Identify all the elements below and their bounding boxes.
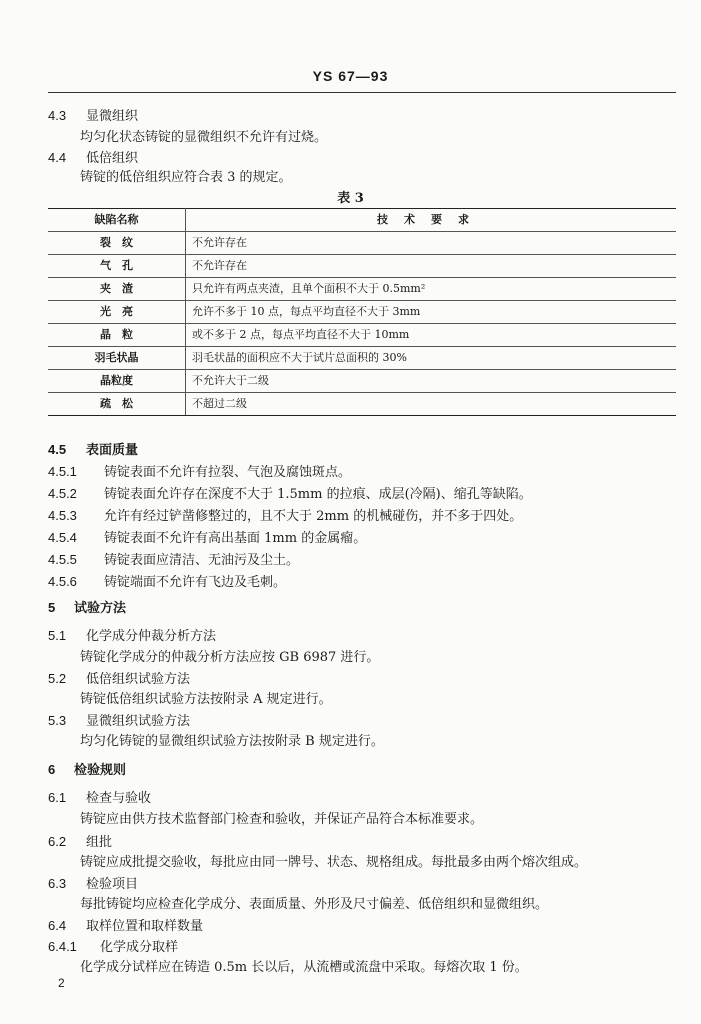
defect-cell: 光 亮 (48, 301, 186, 324)
section-number: 5.2 (48, 671, 67, 686)
heading-6-1 (48, 790, 151, 807)
table-row (48, 255, 676, 278)
table-3 (48, 208, 676, 416)
table-row (48, 278, 676, 301)
section-title: 显微组织 (86, 109, 139, 124)
req-cell: 不允许存在 (186, 232, 677, 255)
item-4-5-6 (48, 574, 286, 591)
section-number: 6.2 (48, 834, 67, 849)
para-6-4-1: 化学成分试样应在铸造 0.5m 长以后，从流槽或流盘中采取。每熔次取 1 份。 (80, 960, 528, 975)
col-defect-header: 缺陷名称 (48, 209, 186, 232)
heading-5-2 (48, 671, 190, 688)
item-number: 4.5.4 (48, 530, 77, 545)
heading-4-3 (48, 108, 138, 125)
req-cell: 不允许大于二级 (186, 370, 677, 393)
heading-6 (48, 762, 126, 779)
req-cell: 不超过二级 (186, 393, 677, 416)
header-rule (48, 92, 676, 93)
section-number: 4.3 (48, 108, 67, 123)
section-number: 6 (48, 762, 56, 777)
defect-cell: 疏 松 (48, 393, 186, 416)
section-title: 化学成分仲裁分析方法 (86, 629, 217, 644)
item-text: 铸锭表面不允许有高出基面 1mm 的金属瘤。 (104, 531, 367, 546)
defect-cell: 夹 渣 (48, 278, 186, 301)
item-4-5-4 (48, 530, 366, 547)
item-text: 铸锭端面不允许有飞边及毛刺。 (104, 575, 287, 590)
req-cell: 允许不多于 10 点，每点平均直径不大于 3mm (186, 301, 677, 324)
item-text: 铸锭表面允许存在深度不大于 1.5mm 的拉痕、成层(冷隔)、缩孔等缺陷。 (104, 487, 532, 502)
item-number: 4.5.6 (48, 574, 77, 589)
table-row (48, 393, 676, 416)
para-5-1: 铸锭化学成分的仲裁分析方法应按 GB 6987 进行。 (80, 650, 380, 665)
section-title: 取样位置和取样数量 (86, 919, 204, 934)
item-text: 允许有经过铲凿修整过的，且不大于 2mm 的机械碰伤，并不多于四处。 (104, 509, 523, 524)
table-caption: 表 3 (337, 191, 364, 206)
defect-cell: 晶粒度 (48, 370, 186, 393)
table-header-row (48, 209, 676, 232)
section-number: 5.1 (48, 628, 67, 643)
defect-cell: 裂 纹 (48, 232, 186, 255)
section-title: 检验规则 (74, 763, 127, 778)
heading-5-1 (48, 628, 216, 645)
para-4-3: 均匀化状态铸锭的显微组织不允许有过烧。 (80, 130, 328, 145)
heading-5-3 (48, 713, 190, 730)
header-standard-code: YS 67—93 (312, 68, 389, 84)
section-title: 检验项目 (86, 877, 139, 892)
section-title: 化学成分取样 (100, 940, 179, 955)
req-cell: 只允许有两点夹渣，且单个面积不大于 0.5mm² (186, 278, 677, 301)
defect-cell: 气 孔 (48, 255, 186, 278)
item-number: 4.5.5 (48, 552, 77, 567)
item-number: 4.5.2 (48, 486, 77, 501)
heading-4-4 (48, 150, 138, 167)
para-4-4: 铸锭的低倍组织应符合表 3 的规定。 (80, 170, 292, 185)
defect-cell: 晶 粒 (48, 324, 186, 347)
item-number: 4.5.3 (48, 508, 77, 523)
heading-6-4 (48, 918, 203, 935)
heading-6-2 (48, 834, 112, 851)
req-cell: 不允许存在 (186, 255, 677, 278)
page-number: 2 (58, 976, 65, 990)
section-number: 5 (48, 600, 56, 615)
section-number: 6.3 (48, 876, 67, 891)
section-title: 低倍组织试验方法 (86, 672, 191, 687)
section-number: 4.4 (48, 150, 67, 165)
heading-6-4-1 (48, 939, 178, 956)
item-4-5-2 (48, 486, 532, 503)
para-6-2: 铸锭应成批提交验收，每批应由同一牌号、状态、规格组成。每批最多由两个熔次组成。 (80, 855, 588, 870)
item-number: 4.5.1 (48, 464, 77, 479)
item-4-5-1 (48, 464, 351, 481)
para-5-2: 铸锭低倍组织试验方法按附录 A 规定进行。 (80, 692, 332, 707)
section-title: 试验方法 (74, 601, 127, 616)
req-cell: 羽毛状晶的面积应不大于试片总面积的 30% (186, 347, 677, 370)
heading-6-3 (48, 876, 138, 893)
table-row (48, 324, 676, 347)
section-title: 表面质量 (86, 443, 139, 458)
item-4-5-5 (48, 552, 299, 569)
section-title: 组批 (86, 835, 113, 850)
heading-5 (48, 600, 126, 617)
table-row (48, 347, 676, 370)
para-5-3: 均匀化铸锭的显微组织试验方法按附录 B 规定进行。 (80, 734, 384, 749)
item-text: 铸锭表面不允许有拉裂、气泡及腐蚀斑点。 (104, 465, 352, 480)
section-number: 6.4.1 (48, 939, 77, 954)
section-title: 低倍组织 (86, 151, 139, 166)
section-number: 6.1 (48, 790, 67, 805)
table-row (48, 301, 676, 324)
para-6-3: 每批铸锭均应检查化学成分、表面质量、外形及尺寸偏差、低倍组织和显微组织。 (80, 897, 549, 912)
section-number: 5.3 (48, 713, 67, 728)
para-6-1: 铸锭应由供方技术监督部门检查和验收，并保证产品符合本标准要求。 (80, 812, 484, 827)
table-row (48, 232, 676, 255)
section-title: 检查与验收 (86, 791, 152, 806)
item-text: 铸锭表面应清洁、无油污及尘土。 (104, 553, 300, 568)
table-row (48, 370, 676, 393)
item-4-5-3 (48, 508, 522, 525)
section-number: 6.4 (48, 918, 67, 933)
heading-4-5 (48, 442, 138, 459)
defect-cell: 羽毛状晶 (48, 347, 186, 370)
section-title: 显微组织试验方法 (86, 714, 191, 729)
col-req-header: 技术要求 (186, 209, 677, 232)
section-number: 4.5 (48, 442, 67, 457)
req-cell: 或不多于 2 点，每点平均直径不大于 10mm (186, 324, 677, 347)
